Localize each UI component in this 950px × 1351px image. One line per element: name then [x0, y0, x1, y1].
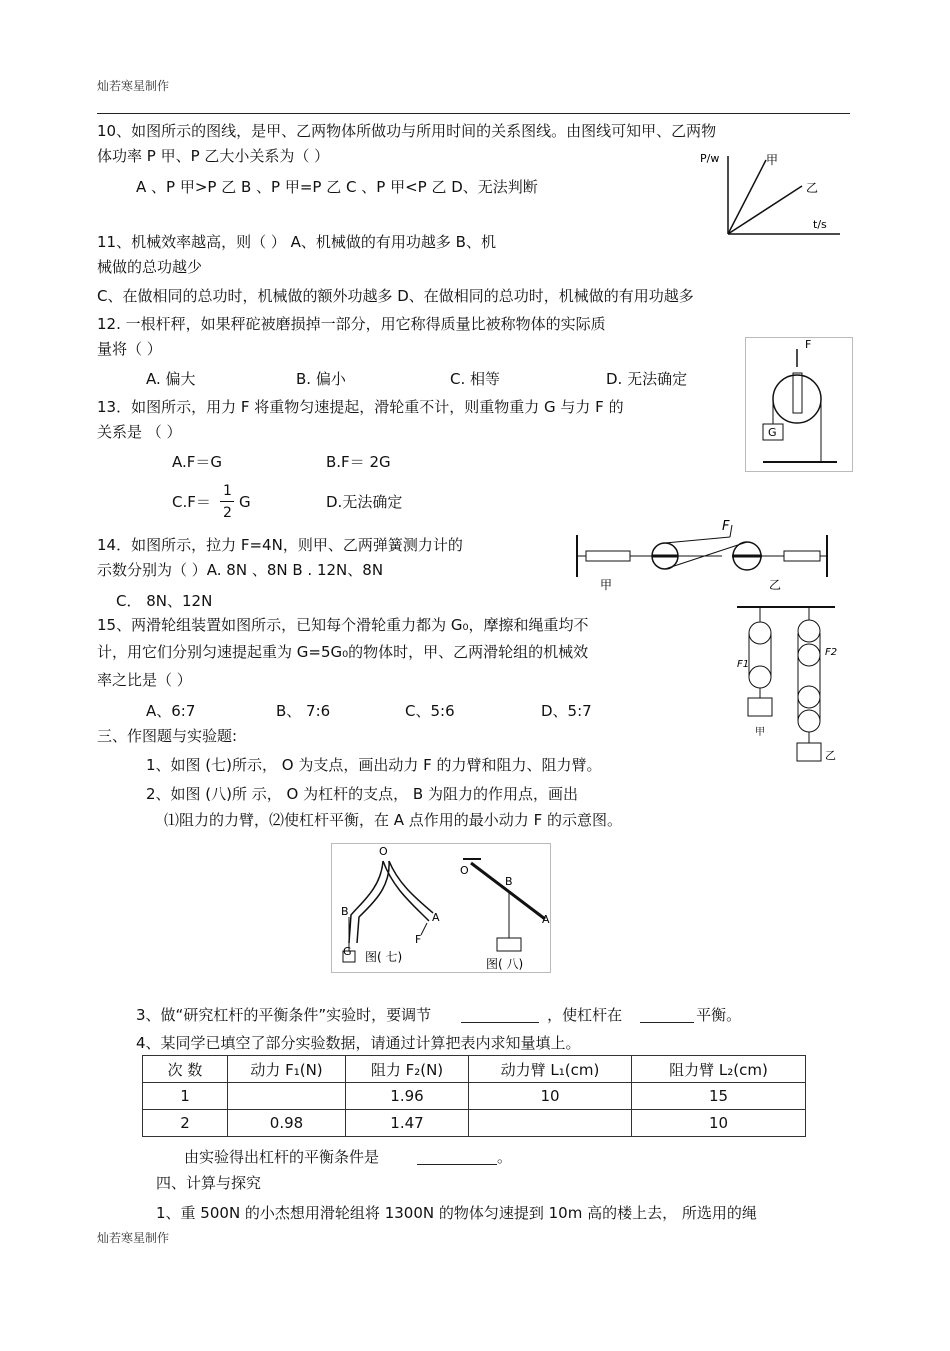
- q12-line2: 量将（ ）: [97, 340, 162, 358]
- q15-jia-moving-pulley: [749, 666, 771, 688]
- q13-figure: [745, 337, 853, 472]
- q15-yi-fixed-pulley-1: [798, 620, 820, 642]
- section3-item2-line2: ⑴阻力的力臂，⑵使杠杆平衡，在 A 点作用的最小动力 F 的示意图。: [164, 811, 622, 829]
- conclusion-text: 由实验得出杠杆的平衡条件是: [184, 1148, 380, 1166]
- q13-option-a: A.F＝G: [172, 453, 223, 471]
- q15-f2-label: F2: [825, 647, 838, 658]
- q15-option-c: C、5:6: [405, 702, 455, 720]
- table-header: 阻力臂 L₂(cm): [632, 1056, 806, 1083]
- q15-line3: 率之比是（ ）: [97, 671, 192, 689]
- q13-line2: 关系是 （ ）: [97, 423, 182, 441]
- q13-fraction-bar: [220, 501, 234, 502]
- q10-line2: 体功率 P 甲、P 乙大小关系为（ ）: [97, 147, 330, 165]
- q14-force-label: F: [722, 519, 730, 534]
- section3-item4: 4、某同学已填空了部分实验数据，请通过计算把表内求知量填上。: [136, 1034, 581, 1052]
- section3-item2-line1: 2、如图 (八)所 示， O 为杠杆的支点， B 为阻力的作用点，画出: [146, 785, 578, 803]
- fig7-lever-left: [349, 861, 383, 943]
- q10-line-yi: [728, 186, 802, 234]
- q13-frame: [746, 338, 853, 472]
- section3-item1: 1、如图 (七)所示， O 为支点，画出动力 F 的力臂和阻力、阻力臂。: [146, 756, 602, 774]
- q15-yi-moving-pulley-2: [798, 710, 820, 732]
- table-cell-blank[interactable]: [228, 1083, 346, 1110]
- table-cell: 1: [143, 1083, 228, 1110]
- q11-line1: 11、机械效率越高，则（ ） A、机械做的有用功越多 B、机: [97, 233, 496, 251]
- fig8-b-label: B: [505, 875, 513, 888]
- item3-prefix: 3、做“研究杠杆的平衡条件”实验时，要调节: [136, 1006, 432, 1024]
- table-header: 阻力 F₂(N): [346, 1056, 469, 1083]
- q13-pulley-frame: [793, 373, 802, 413]
- q13-option-c-prefix: C.F＝: [172, 493, 211, 511]
- q14-yi-label: 乙: [769, 578, 782, 592]
- item3-blank-state[interactable]: [640, 1008, 694, 1023]
- q14-line2: 示数分别为（ ）A. 8N 、8N B . 12N、8N: [97, 561, 384, 579]
- item3-blank-adjust[interactable]: [461, 1008, 539, 1023]
- q15-yi-fixed-pulley-2: [798, 644, 820, 666]
- table-header: 动力臂 L₁(cm): [469, 1056, 632, 1083]
- section3-item3: [136, 1005, 741, 1025]
- q15-option-d: D、5:7: [541, 702, 592, 720]
- q11-line3: C、在做相同的总功时，机械做的额外功越多 D、在做相同的总功时，机械做的有用功越多: [97, 287, 694, 305]
- q15-line1: 15、两滑轮组装置如图所示，已知每个滑轮重力都为 G₀，摩擦和绳重均不: [97, 616, 589, 634]
- table-header-row: [143, 1056, 806, 1083]
- fig8-caption: 图( 八): [486, 957, 524, 971]
- fig7-o-label: O: [379, 845, 388, 858]
- fig7-a-label: A: [432, 911, 440, 924]
- q15-option-a: A、6:7: [146, 702, 196, 720]
- q15-line2: 计，用它们分别匀速提起重为 G=5G₀的物体时，甲、乙两滑轮组的机械效: [97, 643, 589, 661]
- page-footer: 灿若寒星制作: [97, 1231, 170, 1245]
- q13-option-b: B.F＝ 2G: [326, 453, 391, 471]
- fig7-g-label: G: [343, 945, 352, 958]
- table-cell: 10: [469, 1083, 632, 1110]
- q15-jia-fixed-pulley: [749, 622, 771, 644]
- q10-figure: [688, 150, 848, 240]
- q10-yaxis-label: P/w: [700, 152, 720, 165]
- item3-middle: ，使杠杆在: [547, 1006, 623, 1024]
- q13-pulley-wheel: [773, 375, 821, 423]
- page-header: 灿若寒星制作: [97, 79, 170, 93]
- q15-option-b: B、 7:6: [276, 702, 331, 720]
- q15-f1-label: F1: [737, 659, 750, 670]
- q12-option-d: D. 无法确定: [606, 370, 688, 388]
- q15-jia-weight: [748, 698, 772, 716]
- conclusion-blank[interactable]: [417, 1150, 497, 1165]
- q12-line1: 12. 一根杆秤，如果秤砣被磨损掉一部分，用它称得质量比被称物体的实际质: [97, 315, 606, 333]
- q10-line1: 10、如图所示的图线，是甲、乙两物体所做功与所用时间的关系图线。由图线可知甲、乙两物: [97, 122, 717, 140]
- q15-yi-moving-pulley-1: [798, 686, 820, 708]
- fig7-b-label: B: [341, 905, 349, 918]
- table-row: [143, 1083, 806, 1110]
- q13-weight-label: G: [768, 426, 777, 439]
- conclusion-end: 。: [497, 1148, 513, 1166]
- q10-options: A 、P 甲>P 乙 B 、P 甲=P 乙 C 、P 甲<P 乙 D、无法判断: [136, 178, 538, 196]
- fig8-o-label: O: [460, 864, 469, 877]
- q10-jia-label: 甲: [766, 153, 779, 167]
- item3-suffix: 平衡。: [696, 1006, 742, 1024]
- q13-option-c-denominator: 2: [223, 505, 232, 521]
- q15-yi-weight: [797, 743, 821, 761]
- q14-line1: 14．如图所示，拉力 F=4N，则甲、乙两弹簧测力计的: [97, 536, 463, 554]
- table-cell: 1.47: [346, 1110, 469, 1137]
- section3-title: 三、作图题与实验题:: [97, 727, 238, 745]
- q15-jia-label: 甲: [755, 727, 765, 738]
- section3-conclusion: [184, 1147, 512, 1167]
- q12-option-c: C. 相等: [450, 370, 501, 388]
- table-header: 次 数: [143, 1056, 228, 1083]
- q15-yi-label: 乙: [825, 749, 836, 762]
- experiment-table: [142, 1055, 806, 1137]
- table-cell: 2: [143, 1110, 228, 1137]
- figures-7-8: [331, 843, 551, 973]
- q11-line2: 械做的总功越少: [97, 258, 203, 276]
- q14-figure: [572, 515, 840, 595]
- q14-scale-jia: [586, 551, 630, 561]
- q13-option-c-suffix: G: [239, 493, 251, 511]
- q14-jia-label: 甲: [600, 578, 613, 592]
- fig7-caption: 图( 七): [365, 950, 403, 964]
- table-row: [143, 1110, 806, 1137]
- fig7-lever-right: [383, 861, 429, 921]
- q10-xaxis-label: t/s: [813, 218, 827, 231]
- q13-option-c-numerator: 1: [223, 483, 232, 499]
- table-cell-blank[interactable]: [469, 1110, 632, 1137]
- fig8-lever: [471, 863, 545, 919]
- q10-line-jia: [728, 160, 766, 234]
- table-cell: 15: [632, 1083, 806, 1110]
- table-header: 动力 F₁(N): [228, 1056, 346, 1083]
- fig8-a-label: A: [542, 913, 550, 926]
- q12-option-a: A. 偏大: [146, 370, 196, 388]
- q10-yi-label: 乙: [806, 181, 819, 195]
- q12-option-b: B. 偏小: [296, 370, 346, 388]
- q14-line3: C． 8N、12N: [116, 592, 213, 610]
- fig7-f-label: F: [415, 933, 422, 946]
- q13-option-d: D.无法确定: [326, 493, 403, 511]
- section4-title: 四、计算与探究: [156, 1174, 262, 1192]
- header-rule: [97, 113, 850, 114]
- q13-line1: 13．如图所示，用力 F 将重物匀速提起，滑轮重不计，则重物重力 G 与力 F 的: [97, 398, 624, 416]
- q13-force-label: F: [805, 338, 812, 351]
- fig8-weight: [497, 938, 521, 951]
- table-cell: 0.98: [228, 1110, 346, 1137]
- section4-item1: 1、重 500N 的小杰想用滑轮组将 1300N 的物体匀速提到 10m 高的楼上去， 所选用的绳: [156, 1204, 757, 1222]
- fig7-force-arrow: [421, 923, 427, 935]
- q15-figure: [735, 603, 847, 773]
- q14-scale-yi: [784, 551, 820, 561]
- table-cell: 10: [632, 1110, 806, 1137]
- table-cell: 1.96: [346, 1083, 469, 1110]
